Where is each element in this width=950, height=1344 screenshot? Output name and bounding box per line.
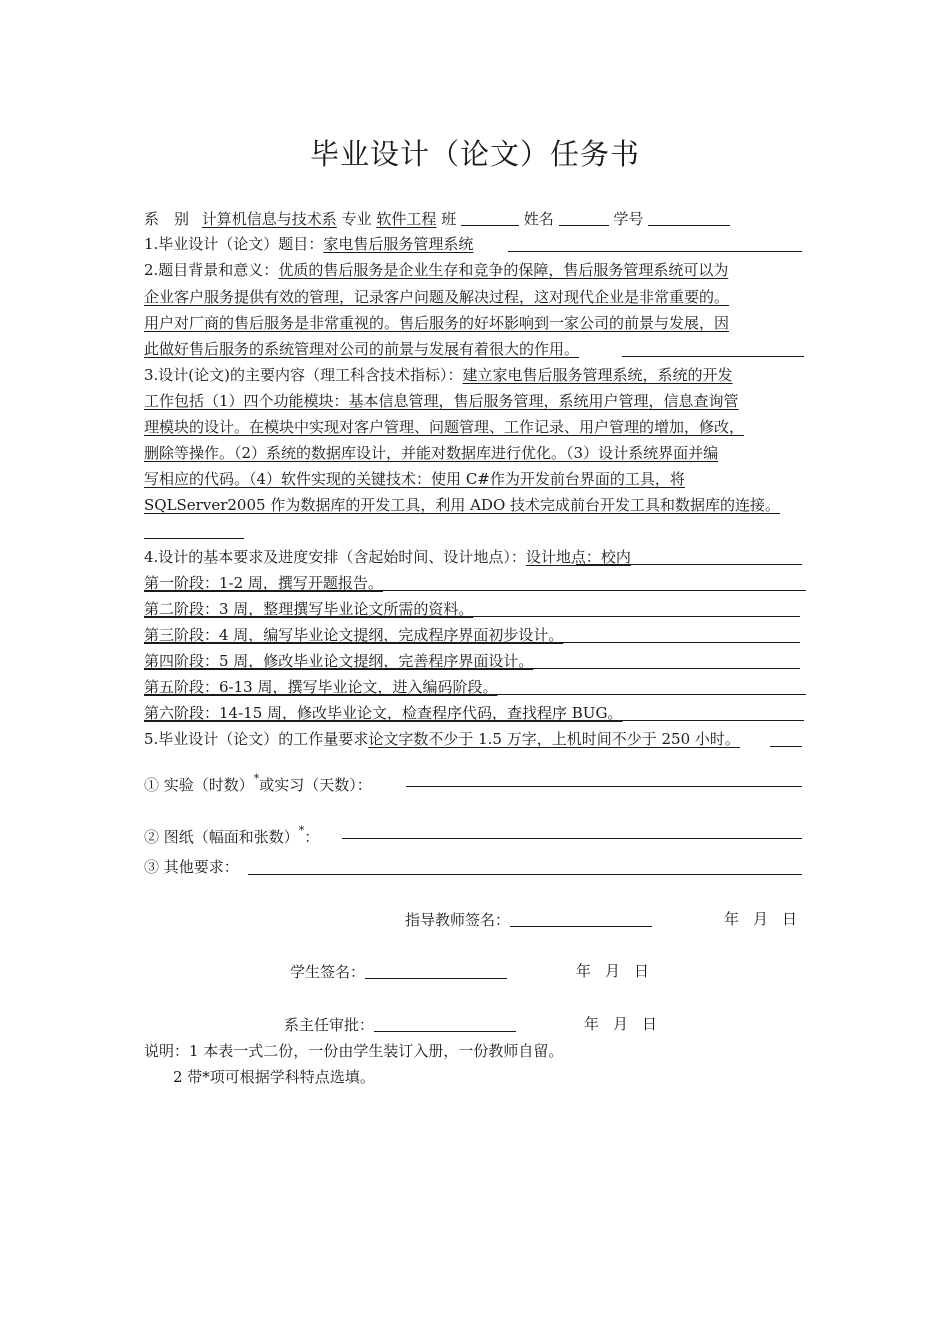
stage-2-rule — [144, 616, 800, 617]
note-2: 2 带*项可根据学科特点选填。 — [173, 1068, 375, 1086]
stage-1-rule — [144, 590, 806, 591]
drawings-blank[interactable] — [342, 838, 802, 839]
teacher-date-year: 年 — [724, 910, 740, 928]
drawings-row — [144, 820, 319, 848]
topic-label: 1.毕业设计（论文）题目： — [144, 235, 324, 253]
student-signature-row — [290, 960, 507, 983]
drawings-tail: ： — [304, 828, 320, 846]
drawings-label: ② 图纸（幅面和张数） — [144, 828, 299, 846]
schedule-location: 设计地点：校内 — [525, 548, 631, 566]
stage-5: 第五阶段：6-13 周，撰写毕业论文，进入编码阶段。 — [144, 678, 498, 696]
student-date-month: 月 — [605, 962, 621, 980]
workload-row — [144, 728, 740, 750]
background-line-4: 此做好售后服务的系统管理对公司的前景与发展有着很大的作用。 — [144, 340, 580, 358]
director-date-day: 日 — [642, 1015, 658, 1033]
teacher-date — [710, 908, 797, 930]
major-label: 专业 — [341, 210, 372, 228]
experiment-tail: 或实习（天数）： — [259, 776, 372, 794]
class-blank[interactable] — [461, 207, 519, 226]
director-date-month: 月 — [613, 1015, 629, 1033]
stage-6: 第六阶段：14-15 周，修改毕业论文，检查程序代码，查找程序 BUG。 — [144, 704, 623, 722]
class-label: 班 — [441, 210, 457, 228]
background-line-3: 用户对厂商的售后服务是非常重视的。售后服务的好坏影响到一家公司的前景与发展，因 — [144, 314, 730, 332]
topic-value: 家电售后服务管理系统 — [323, 235, 474, 253]
major-value: 软件工程 — [376, 210, 437, 228]
director-signature-label: 系主任审批： — [284, 1016, 375, 1034]
content-row-1 — [144, 364, 733, 386]
content-line-4: 删除等操作。（2）系统的数据库设计，并能对数据库进行优化。（3）设计系统界面并编 — [144, 444, 719, 462]
content-line-5: 写相应的代码。（4）软件实现的关键技术：使用 C#作为开发前台界面的工具，将 — [144, 470, 685, 488]
director-date — [570, 1013, 657, 1035]
director-signature-blank[interactable] — [374, 1013, 516, 1032]
experiment-label: ① 实验（时数） — [144, 776, 254, 794]
stage-5-rule — [144, 694, 806, 695]
other-label: ③ 其他要求： — [144, 858, 239, 876]
experiment-row — [144, 768, 372, 796]
content-line-1: 建立家电售后服务管理系统，系统的开发 — [462, 366, 733, 384]
dept-label: 系 别 — [144, 210, 190, 228]
id-blank[interactable] — [648, 207, 730, 226]
content-line-3: 理模块的设计。在模块中实现对客户管理、问题管理、工作记录、用户管理的增加，修改， — [144, 418, 745, 436]
content-underline — [144, 538, 244, 539]
stage-3-rule — [144, 642, 800, 643]
other-blank[interactable] — [248, 874, 802, 875]
director-date-year: 年 — [584, 1015, 600, 1033]
background-line-2: 企业客户服务提供有效的管理，记录客户问题及解决过程，这对现代企业是非常重要的。 — [144, 288, 730, 306]
background-row-1 — [144, 259, 728, 281]
schedule-label: 4.设计的基本要求及进度安排（含起始时间、设计地点）： — [144, 548, 526, 566]
student-date-day: 日 — [634, 962, 650, 980]
experiment-blank[interactable] — [406, 786, 802, 787]
name-label: 姓名 — [523, 210, 554, 228]
header-row — [144, 207, 730, 230]
background-label: 2.题目背景和意义： — [144, 261, 279, 279]
experiment-star: * — [253, 772, 260, 785]
dept-value: 计算机信息与技术系 — [201, 210, 337, 228]
teacher-signature-blank[interactable] — [510, 908, 652, 927]
workload-value: 论文字数不少于 1.5 万字，上机时间不少于 250 小时。 — [368, 730, 740, 748]
teacher-date-month: 月 — [753, 910, 769, 928]
topic-underline — [508, 251, 802, 252]
stage-1: 第一阶段：1-2 周，撰写开题报告。 — [144, 574, 383, 592]
name-blank[interactable] — [559, 207, 609, 226]
stage-3: 第三阶段：4 周，编写毕业论文提纲，完成程序界面初步设计。 — [144, 626, 564, 644]
content-line-6: SQLServer2005 作为数据库的开发工具，利用 ADO 技术完成前台开发工具和数据库的连接。 — [144, 496, 781, 514]
stage-4: 第四阶段：5 周，修改毕业论文提纲，完善程序界面设计。 — [144, 652, 534, 670]
student-signature-label: 学生签名： — [290, 963, 366, 981]
content-label: 3.设计(论文)的主要内容（理工科含技术指标）： — [144, 366, 463, 384]
content-line-2: 工作包括（1）四个功能模块：基本信息管理，售后服务管理，系统用户管理，信息查询管 — [144, 392, 739, 410]
student-date-year: 年 — [576, 962, 592, 980]
topic-row — [144, 233, 473, 255]
stage-4-rule — [144, 668, 800, 669]
director-signature-row — [284, 1013, 516, 1036]
teacher-signature-label: 指导教师签名： — [405, 911, 511, 929]
student-date — [562, 960, 649, 982]
teacher-signature-row — [405, 908, 652, 931]
workload-underline — [770, 746, 802, 747]
background-underline — [622, 356, 804, 357]
other-row — [144, 856, 239, 878]
document-title: 毕业设计（论文）任务书 — [309, 137, 640, 171]
student-signature-blank[interactable] — [365, 960, 507, 979]
workload-label: 5.毕业设计（论文）的工作量要求 — [144, 730, 369, 748]
background-line-1: 优质的售后服务是企业生存和竞争的保障，售后服务管理系统可以为 — [278, 261, 729, 279]
id-label: 学号 — [613, 210, 644, 228]
drawings-star: * — [298, 824, 305, 837]
note-1: 说明：1 本表一式二份，一份由学生装订入册，一份教师自留。 — [144, 1042, 564, 1060]
teacher-date-day: 日 — [782, 910, 798, 928]
stage-2: 第二阶段：3 周，整理撰写毕业论文所需的资料。 — [144, 600, 474, 618]
schedule-row — [144, 546, 631, 568]
schedule-underline — [576, 564, 802, 565]
stage-6-rule — [144, 720, 804, 721]
